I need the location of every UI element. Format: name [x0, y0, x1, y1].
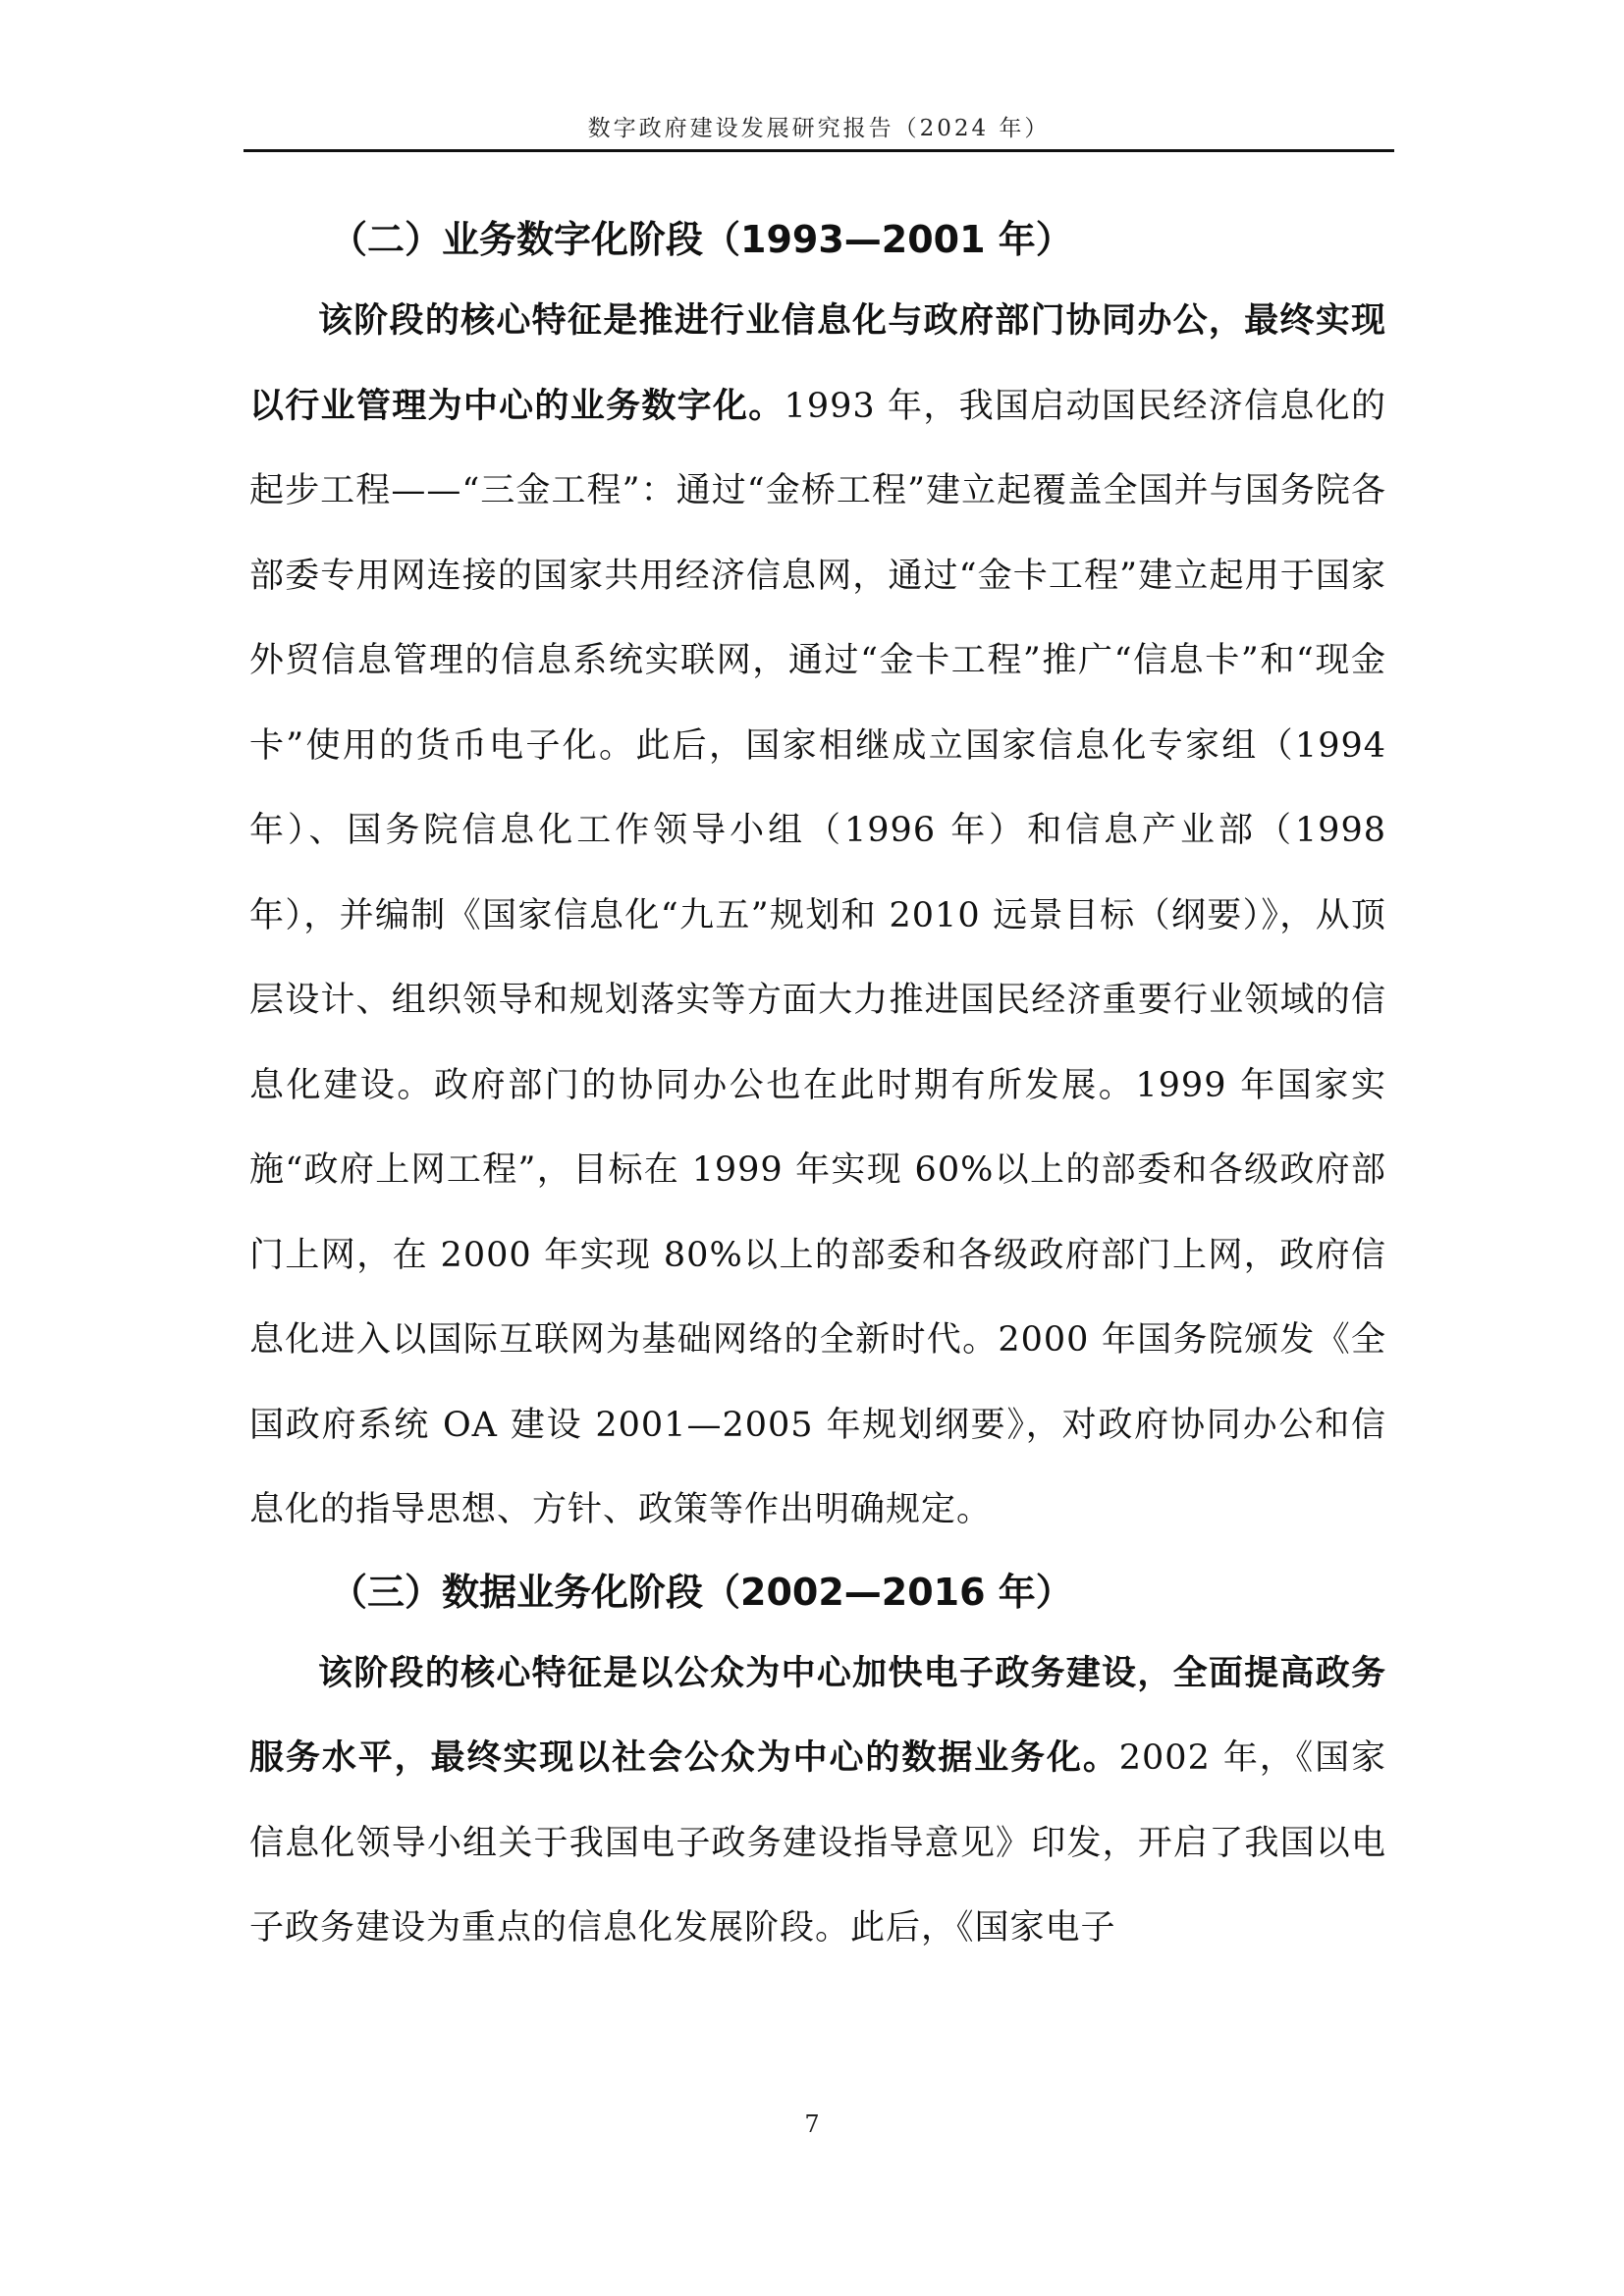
section-3-lead-sentence: 该阶段的核心特征是以公众为中心加快电子政务建设，全面提高政务服务水平，最终实现以社会公众为中心的数据业务化。 — [249, 1653, 1386, 1778]
page-content — [249, 200, 1386, 1971]
section-2-paragraph — [249, 279, 1386, 1553]
header-rule — [244, 149, 1394, 152]
section-2-body-text: 1993 年，我国启动国民经济信息化的起步工程——“三金工程”：通过“金桥工程”建立起覆盖全国并与国务院各部委专用网连接的国家共用经济信息网，通过“金卡工程”建立起用于国家外贸信息管理的信息系统实联网，通过“金卡工程”推广“信息卡”和“现金卡”使用的货币电子化。此后，国家相继成立国家信息化专家组（1994 年）、国务院信息化工作领导小组（1996 年）和信息产业部（1998 年），并编制《国家信息化“九五”规划和 2010 远景目标（纲要）》，从顶层设计、组织领导和规划落实等方面大力推进国民经济重要行业领域的信息化建设。政府部门的协同办公也在此时期有所发展。1999 年国家实施“政府上网工程”，目标在 1999 年实现 60%以上的部委和各级政府部门上网，在 2000 年实现 80%以上的部委和各级政府部门上网，政府信息化进入以国际互联网为基础网络的全新时代。2000 年国务院颁发《全国政府系统 OA 建设 2001—2005 年规划纲要》，对政府协同办公和信息化的指导思想、方针、政策等作出明确规定。 — [249, 386, 1386, 1529]
section-2-lead-sentence: 该阶段的核心特征是推进行业信息化与政府部门协同办公，最终实现以行业管理为中心的业务数字化。 — [249, 301, 1386, 426]
section-heading-3: （三）数据业务化阶段（2002—2016 年） — [330, 1570, 1073, 1614]
section-3-paragraph — [249, 1631, 1386, 1971]
section-3-body-text: 2002 年，《国家信息化领导小组关于我国电子政务建设指导意见》印发，开启了我国以电子政务建设为重点的信息化发展阶段。此后，《国家电子 — [249, 1738, 1386, 1948]
section-heading-2: （二）业务数字化阶段（1993—2001 年） — [330, 218, 1073, 261]
page-number: 7 — [804, 2110, 820, 2138]
running-header: 数字政府建设发展研究报告（2024 年） — [587, 116, 1051, 141]
